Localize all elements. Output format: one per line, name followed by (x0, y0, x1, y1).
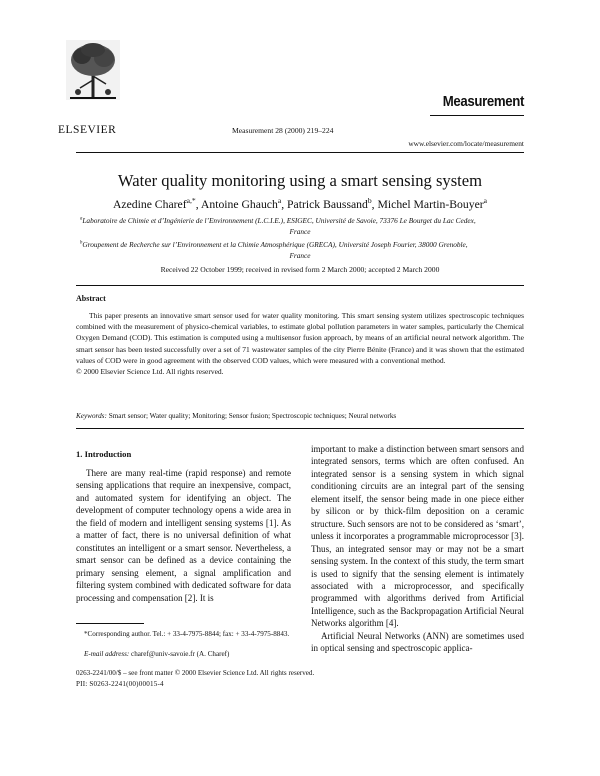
left-column-paragraph: There are many real-time (rapid response) and remote sensing applications that require an inexpensive, compact, and automated system for identifying an object. The development of computer technology opens a wide area in the field of modern and intelligent sensing systems [1]. As a matter of fact, there is no universal definition of what constitutes an intelligent or a smart sensor. Nevertheless, a smart sensor can be defined as a device containing the primary sensing element, a signal amplification and filtering system combined with dedicated software for data processing and compensation [2]. It is (76, 468, 291, 603)
email-label: E-mail address: (84, 650, 130, 658)
author-separator: , (195, 198, 201, 211)
author-separator: , (281, 198, 288, 211)
abstract-body (76, 310, 524, 377)
keywords-label: Keywords: (76, 412, 107, 420)
author (201, 198, 287, 211)
journal-citation: Measurement 28 (2000) 219–224 (232, 126, 334, 135)
affiliation-b (80, 240, 520, 261)
author-mark: a (277, 196, 282, 206)
affiliation-mark: b (80, 240, 83, 246)
abstract-text: This paper presents an innovative smart sensor used for water quality monitoring. This smart sensing system utilizes spectroscopic techniques combined with the measurement of physico-chemical variables, to estimate global pollution parameters in water samples, particularly the Chemical Oxygen Demand (COD). This estimation is computed using a multisensor fusion approach, by means of an artificial neural network algorithm. The smart sensor has been tested successfully over a set of 71 wastewater samples of the city Pierre Bénite (France) and it was shown that the estimated values of COD were in good agreement with the observed COD values, which were measured with a conventional method. (76, 311, 524, 365)
author-name: Antoine Ghauch (200, 198, 278, 211)
article-title: Water quality monitoring using a smart sensing system (117, 171, 483, 190)
author-list (76, 198, 524, 211)
author-name: Patrick Baussand (287, 198, 368, 211)
affiliation-country: France (289, 250, 311, 260)
right-column-paragraph: Artificial Neural Networks (ANN) are sometimes used in optical sensing and spectroscopic applica- (311, 630, 524, 654)
publisher-name: ELSEVIER (58, 124, 117, 136)
pii-line: PII: S0263-2241(00)00015-4 (76, 680, 164, 688)
journal-underline (430, 115, 524, 116)
affiliation-text: Groupement de Recherche sur l’Environnement et la Chimie Atmosphérique (GRECA), Université Joseph Fourier, 38000 Grenoble, (82, 240, 468, 249)
journal-title: Measurement (442, 93, 524, 110)
author-name: Michel Martin-Bouyer (377, 198, 484, 211)
affiliation-mark: a (80, 216, 83, 222)
author (378, 198, 488, 211)
affiliation-text: Laboratoire de Chimie et d’Ingénierie de l’Environnement (L.C.I.E.), ESIGEC, Université de Savoie, 73376 Le Bourget du Lac Cedex, (82, 216, 476, 225)
keywords (76, 412, 524, 420)
author-name: Azedine Charef (112, 198, 187, 211)
abstract-heading: Abstract (76, 294, 106, 303)
keywords-list: Smart sensor; Water quality; Monitoring; Sensor fusion; Spectroscopic techniques; Neural networks (108, 412, 397, 420)
author-separator: , (371, 198, 378, 211)
email-footnote (76, 650, 291, 658)
section-heading-introduction: 1. Introduction (76, 449, 132, 459)
right-column (311, 443, 524, 655)
received-dates: Received 22 October 1999; received in revised form 2 March 2000; accepted 2 March 2000 (160, 265, 440, 274)
abstract-divider (76, 428, 524, 429)
header-divider (76, 152, 524, 153)
abstract-copyright: © 2000 Elsevier Science Ltd. All rights reserved. (76, 367, 224, 377)
title-divider (76, 285, 524, 286)
elsevier-tree-logo (66, 40, 120, 100)
author-mark: a,* (186, 196, 196, 206)
right-column-paragraph: important to make a distinction between smart sensors and integrated sensors, terms which are often confused. An integrated sensor is a sensing system in which signal conditioning circuits are an integral part of the sensing element itself, the sensor being made in one piece either by silicon or by thick-film deposition on a ceramic structure. Such sensors are not to be considered as ‘smart’, unless it incorporates a programmable microprocessor [3]. Thus, an integrated sensor may or may not be a smart sensing system. In the context of this study, the term smart is used to signify that the sensing element is intimately associated with a microprocessor, and specifically programmed with algorithms derived from Artificial Intelligence, such as the Backpropagation Artificial Neural Networks algorithm [4]. (311, 444, 524, 629)
affiliation-country: France (289, 226, 311, 236)
front-matter-line: 0263-2241/00/$ – see front matter © 2000 Elsevier Science Ltd. All rights reserved. (76, 669, 315, 677)
author (113, 198, 201, 211)
author-mark: a (483, 196, 488, 206)
author-mark: b (367, 196, 372, 206)
affiliation-a (80, 216, 520, 237)
footnote-rule (76, 623, 144, 624)
author (287, 198, 377, 211)
journal-url[interactable]: www.elsevier.com/locate/measurement (408, 139, 524, 148)
email-address[interactable]: charef@univ-savoie.fr (A. Charef) (131, 650, 230, 658)
corresponding-author-footnote: *Corresponding author. Tel.: + 33-4-7975-8844; fax: + 33-4-7975-8843. (84, 630, 290, 638)
